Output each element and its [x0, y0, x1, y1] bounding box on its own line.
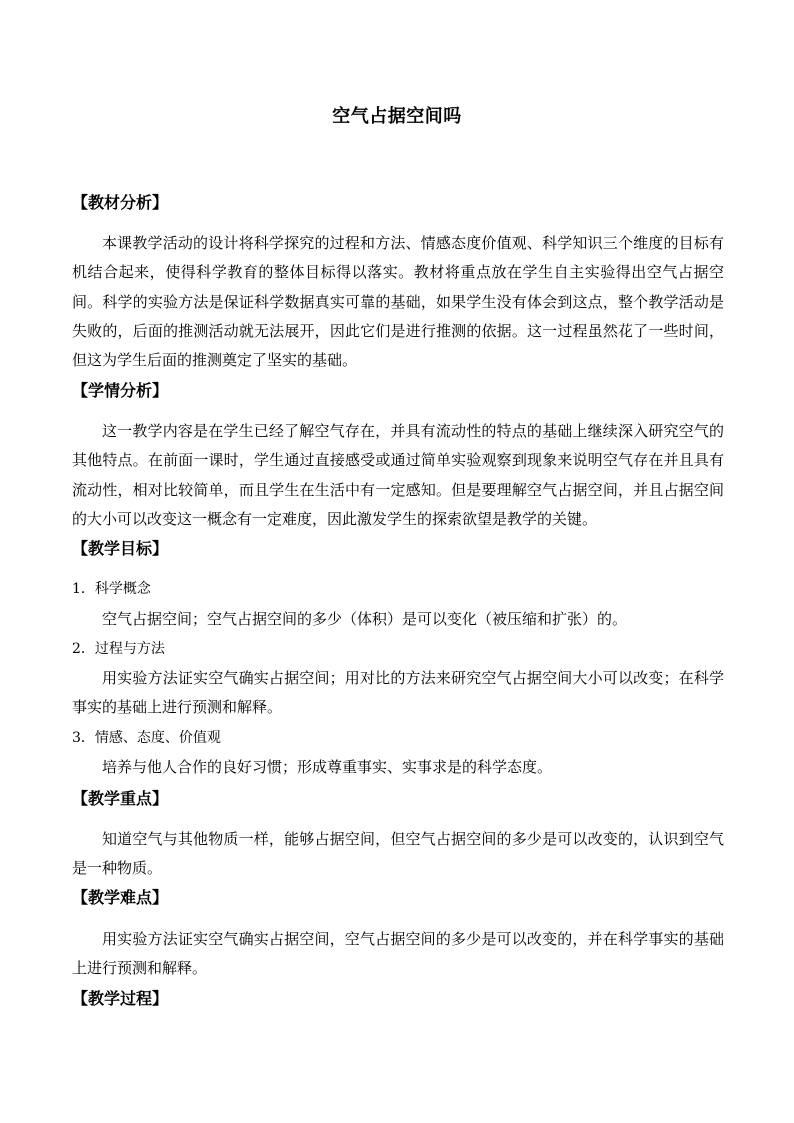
heading-student-analysis: 【学情分析】 — [72, 381, 169, 400]
goal-label-concept: 1．科学概念 — [72, 581, 151, 597]
goal-text-attitude: 培养与他人合作的良好习惯；形成尊重事实、实事求是的科学态度。 — [102, 758, 553, 776]
heading-key-points: 【教学重点】 — [72, 789, 169, 808]
key-points-paragraph: 知道空气与其他物质一样，能够占据空间，但空气占据空间的多少是可以改变的，认识到空气是一种物质。 — [72, 830, 724, 878]
heading-teaching-process: 【教学过程】 — [72, 989, 169, 1008]
textbook-analysis-paragraph: 本课教学活动的设计将科学探究的过程和方法、情感态度价值观、科学知识三个维度的目标有机结合起来，使得科学教育的整体目标得以落实。教材将重点放在学生自主实验得出空气占据空间。科学的实验方法是保证科学数据真实可靠的基础，如果学生没有体会到这点，整个教学活动是失败的，后面的推测活动就无法展开，因此它们是进行推测的依据。这一过程虽然花了一些时间，但这为学生后面的推测奠定了坚实的基础。 — [72, 234, 724, 370]
goal-text-process: 用实验方法证实空气确实占据空间；用对比的方法来研究空气占据空间大小可以改变；在科学事实的基础上进行预测和解释。 — [72, 669, 724, 716]
heading-teaching-goals: 【教学目标】 — [72, 539, 169, 558]
heading-difficulties: 【教学难点】 — [72, 888, 169, 907]
heading-textbook-analysis: 【教材分析】 — [72, 193, 169, 212]
goal-label-process: 2．过程与方法 — [72, 641, 165, 657]
student-analysis-paragraph: 这一教学内容是在学生已经了解空气存在，并具有流动性的特点的基础上继续深入研究空气的其他特点。在前面一课时，学生通过直接感受或通过简单实验观察到现象来说明空气存在并且具有流动性，相对比较简单，而且学生在生活中有一定感知。但是要理解空气占据空间，并且占据空间的大小可以改变这一概念有一定难度，因此激发学生的探索欲望是教学的关键。 — [72, 422, 724, 528]
goal-text-concept: 空气占据空间；空气占据空间的多少（体积）是可以变化（被压缩和扩张）的。 — [102, 610, 628, 628]
document-title: 空气占据空间吗 — [332, 106, 462, 127]
goal-label-attitude: 3．情感、态度、价值观 — [72, 730, 221, 746]
difficulties-paragraph: 用实验方法证实空气确实占据空间，空气占据空间的多少是可以改变的，并在科学事实的基础上进行预测和解释。 — [72, 930, 724, 978]
